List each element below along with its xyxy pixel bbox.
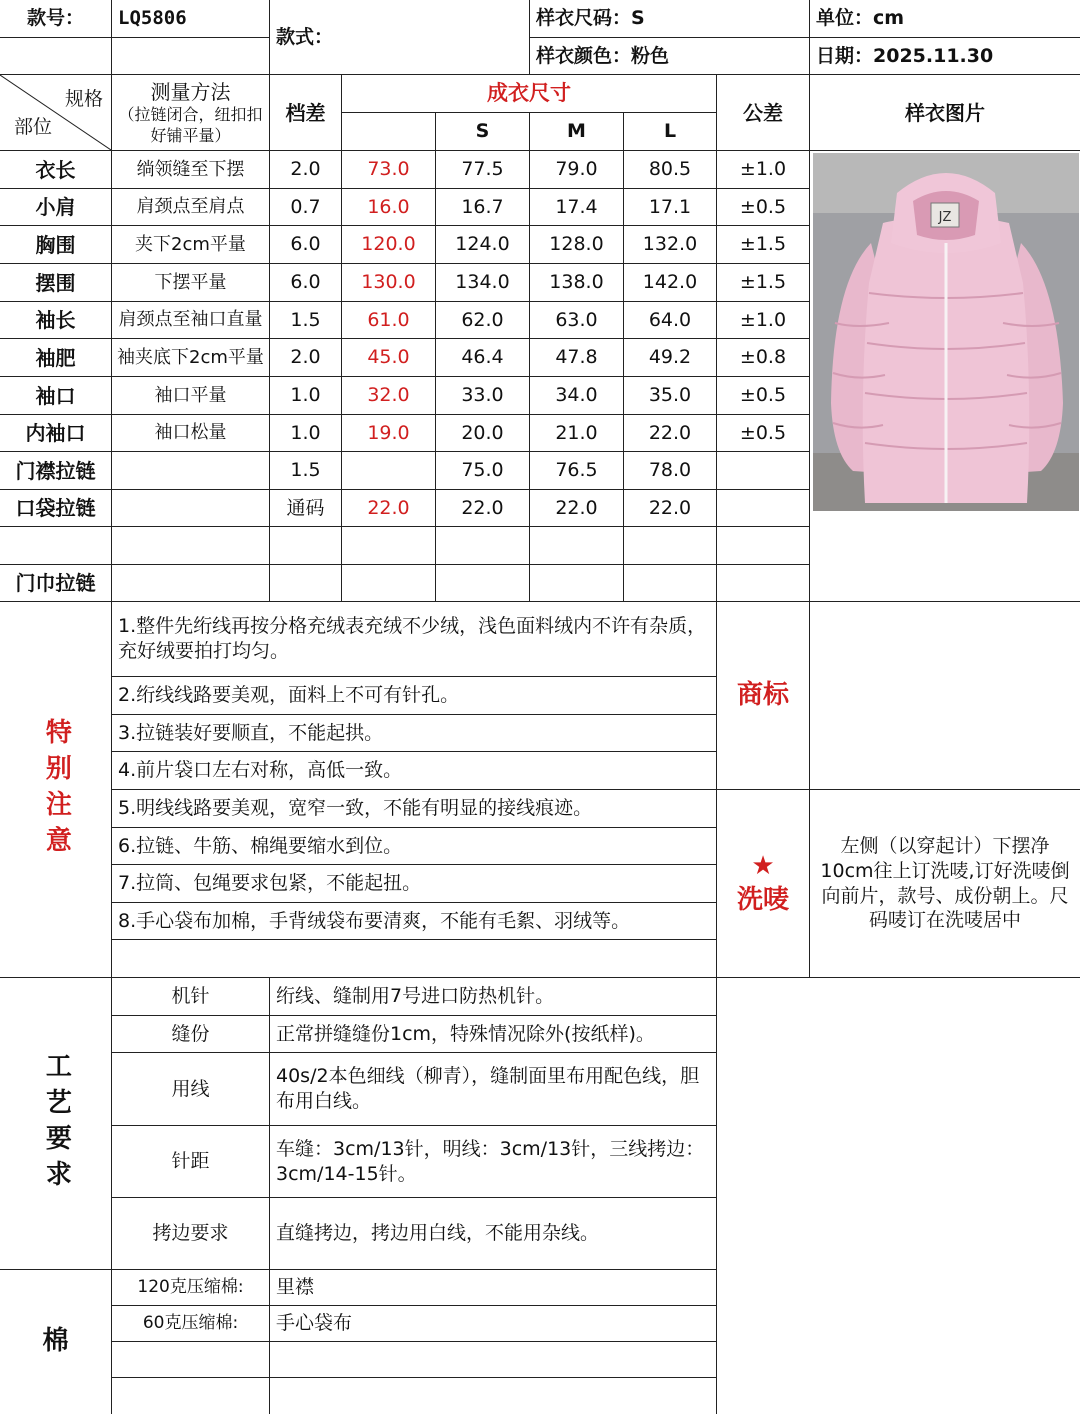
row-method: 夹下2cm平量 bbox=[112, 226, 270, 264]
method-header bbox=[112, 75, 270, 151]
craft-label: 拷边要求 bbox=[112, 1198, 270, 1270]
row-base-size bbox=[342, 565, 436, 602]
row-method bbox=[112, 452, 270, 490]
row-part: 口袋拉链 bbox=[0, 490, 112, 527]
note-item: 5.明线线路要美观，宽窄一致，不能有明显的接线痕迹。 bbox=[112, 790, 717, 828]
row-base-size bbox=[342, 452, 436, 490]
row-method: 肩颈点至肩点 bbox=[112, 189, 270, 226]
row-base-size: 130.0 bbox=[342, 264, 436, 302]
row-base-size: 45.0 bbox=[342, 339, 436, 377]
row-size-m: 138.0 bbox=[530, 264, 624, 302]
row-grade: 6.0 bbox=[270, 264, 342, 302]
size-header-s: S bbox=[436, 113, 530, 151]
notes-title-cell bbox=[0, 602, 112, 978]
finished-size-header: 成衣尺寸 bbox=[342, 75, 717, 113]
row-part: 袖肥 bbox=[0, 339, 112, 377]
row-part: 袖口 bbox=[0, 377, 112, 415]
row-tolerance bbox=[717, 527, 810, 565]
trademark-label: 商标 bbox=[717, 602, 810, 790]
row-part: 内袖口 bbox=[0, 415, 112, 452]
cotton-label bbox=[112, 1378, 270, 1414]
row-method bbox=[112, 565, 270, 602]
star-icon: ★ bbox=[751, 850, 775, 881]
row-method bbox=[112, 527, 270, 565]
row-grade: 2.0 bbox=[270, 339, 342, 377]
tolerance-header: 公差 bbox=[717, 75, 810, 151]
row-method: 袖口平量 bbox=[112, 377, 270, 415]
craft-title: 工艺要求 bbox=[41, 1051, 72, 1196]
row-tolerance bbox=[717, 452, 810, 490]
row-part: 门巾拉链 bbox=[0, 565, 112, 602]
wash-label-cell bbox=[717, 790, 810, 978]
base-size-header bbox=[342, 113, 436, 151]
row-grade: 2.0 bbox=[270, 151, 342, 189]
row-size-m: 47.8 bbox=[530, 339, 624, 377]
cotton-title: 棉 bbox=[42, 1326, 69, 1357]
row-tolerance: ±1.5 bbox=[717, 226, 810, 264]
style-label: 款式： bbox=[270, 0, 530, 75]
craft-title-cell bbox=[0, 978, 112, 1270]
spec-part-corner bbox=[0, 75, 112, 151]
craft-text: 正常拼缝缝份1cm，特殊情况除外(按纸样)。 bbox=[270, 1016, 717, 1053]
row-size-m: 63.0 bbox=[530, 302, 624, 339]
part-label: 部位 bbox=[14, 116, 53, 138]
jacket-photo bbox=[813, 153, 1079, 511]
row-size-s: 124.0 bbox=[436, 226, 530, 264]
grade-header: 档差 bbox=[270, 75, 342, 151]
row-base-size: 120.0 bbox=[342, 226, 436, 264]
photo-header: 样衣图片 bbox=[810, 75, 1080, 151]
row-method: 肩颈点至袖口直量 bbox=[112, 302, 270, 339]
row-grade: 1.5 bbox=[270, 452, 342, 490]
row-size-s: 46.4 bbox=[436, 339, 530, 377]
craft-label: 缝份 bbox=[112, 1016, 270, 1053]
row-part bbox=[0, 527, 112, 565]
style-no-value: LQ5806 bbox=[112, 0, 270, 38]
row-size-s: 16.7 bbox=[436, 189, 530, 226]
row-size-l: 132.0 bbox=[624, 226, 717, 264]
row-size-m: 17.4 bbox=[530, 189, 624, 226]
size-header-m: M bbox=[530, 113, 624, 151]
row-base-size: 61.0 bbox=[342, 302, 436, 339]
row-size-l: 22.0 bbox=[624, 415, 717, 452]
row-size-s bbox=[436, 565, 530, 602]
note-item: 6.拉链、牛筋、棉绳要缩水到位。 bbox=[112, 828, 717, 865]
row-method: 下摆平量 bbox=[112, 264, 270, 302]
row-base-size: 19.0 bbox=[342, 415, 436, 452]
note-item: 4.前片袋口左右对称，高低一致。 bbox=[112, 752, 717, 790]
cotton-text: 手心袋布 bbox=[270, 1306, 717, 1342]
note-empty bbox=[112, 940, 717, 978]
row-tolerance: ±1.0 bbox=[717, 151, 810, 189]
row-size-l: 22.0 bbox=[624, 490, 717, 527]
header-empty-cell bbox=[112, 38, 270, 75]
row-base-size: 16.0 bbox=[342, 189, 436, 226]
row-size-s: 75.0 bbox=[436, 452, 530, 490]
cotton-label: 60克压缩棉: bbox=[112, 1306, 270, 1342]
row-size-m: 76.5 bbox=[530, 452, 624, 490]
row-method bbox=[112, 490, 270, 527]
row-tolerance bbox=[717, 565, 810, 602]
row-size-l: 78.0 bbox=[624, 452, 717, 490]
row-part: 袖长 bbox=[0, 302, 112, 339]
row-base-size: 32.0 bbox=[342, 377, 436, 415]
row-size-m: 34.0 bbox=[530, 377, 624, 415]
cotton-title-cell bbox=[0, 1270, 112, 1414]
row-base-size bbox=[342, 527, 436, 565]
jacket-tag-text: JZ bbox=[938, 210, 952, 225]
row-tolerance: ±1.5 bbox=[717, 264, 810, 302]
craft-label: 机针 bbox=[112, 978, 270, 1016]
cotton-text bbox=[270, 1378, 717, 1414]
row-size-l bbox=[624, 565, 717, 602]
header-empty-cell bbox=[0, 38, 112, 75]
row-size-m: 21.0 bbox=[530, 415, 624, 452]
row-part: 小肩 bbox=[0, 189, 112, 226]
row-size-m bbox=[530, 527, 624, 565]
row-grade: 1.0 bbox=[270, 415, 342, 452]
style-no-label: 款号： bbox=[0, 0, 112, 38]
row-grade: 6.0 bbox=[270, 226, 342, 264]
row-size-m: 79.0 bbox=[530, 151, 624, 189]
note-item: 1.整件先绗线再按分格充绒表充绒不少绒，浅色面料绒内不许有杂质，充好绒要拍打均匀。 bbox=[112, 602, 717, 677]
row-size-m: 128.0 bbox=[530, 226, 624, 264]
note-item: 3.拉链装好要顺直，不能起拱。 bbox=[112, 715, 717, 752]
row-size-l: 17.1 bbox=[624, 189, 717, 226]
row-grade: 0.7 bbox=[270, 189, 342, 226]
cotton-text: 里襟 bbox=[270, 1270, 717, 1306]
row-part: 胸围 bbox=[0, 226, 112, 264]
row-tolerance bbox=[717, 490, 810, 527]
row-grade: 1.0 bbox=[270, 377, 342, 415]
row-part: 衣长 bbox=[0, 151, 112, 189]
row-method: 绱领缝至下摆 bbox=[112, 151, 270, 189]
row-size-s bbox=[436, 527, 530, 565]
cotton-text bbox=[270, 1342, 717, 1378]
row-size-l: 142.0 bbox=[624, 264, 717, 302]
row-part: 门襟拉链 bbox=[0, 452, 112, 490]
row-tolerance: ±0.5 bbox=[717, 189, 810, 226]
craft-text: 40s/2本色细线（柳青），缝制面里布用配色线，胆布用白线。 bbox=[270, 1053, 717, 1126]
row-part: 摆围 bbox=[0, 264, 112, 302]
row-size-m: 22.0 bbox=[530, 490, 624, 527]
sample-size: 样衣尺码：S bbox=[530, 0, 810, 38]
craft-label: 用线 bbox=[112, 1053, 270, 1126]
note-item: 7.拉筒、包绳要求包紧，不能起扭。 bbox=[112, 865, 717, 903]
row-grade: 1.5 bbox=[270, 302, 342, 339]
row-grade bbox=[270, 527, 342, 565]
cotton-label: 120克压缩棉: bbox=[112, 1270, 270, 1306]
spec-label: 规格 bbox=[64, 88, 103, 110]
unit: 单位：cm bbox=[810, 0, 1080, 38]
row-size-s: 134.0 bbox=[436, 264, 530, 302]
method-note: （拉链闭合，纽扣扣好铺平量） bbox=[118, 104, 263, 145]
row-tolerance: ±0.5 bbox=[717, 415, 810, 452]
trademark-content bbox=[810, 602, 1080, 790]
craft-text: 绗线、缝制用7号进口防热机针。 bbox=[270, 978, 717, 1016]
note-item: 8.手心袋布加棉，手背绒袋布要清爽，不能有毛絮、羽绒等。 bbox=[112, 903, 717, 940]
craft-side-empty bbox=[717, 978, 1080, 1270]
wash-label: 洗唛 bbox=[736, 884, 789, 915]
method-title: 测量方法 bbox=[150, 79, 231, 104]
craft-text: 直缝拷边，拷边用白线，不能用杂线。 bbox=[270, 1198, 717, 1270]
row-tolerance: ±0.8 bbox=[717, 339, 810, 377]
craft-text: 车缝：3cm/13针，明线：3cm/13针，三线拷边：3cm/14-15针。 bbox=[270, 1126, 717, 1198]
row-size-s: 33.0 bbox=[436, 377, 530, 415]
sample-color: 样衣颜色：粉色 bbox=[530, 38, 810, 75]
row-size-l: 49.2 bbox=[624, 339, 717, 377]
craft-label: 针距 bbox=[112, 1126, 270, 1198]
row-size-l bbox=[624, 527, 717, 565]
row-grade: 通码 bbox=[270, 490, 342, 527]
date: 日期：2025.11.30 bbox=[810, 38, 1080, 75]
row-tolerance: ±0.5 bbox=[717, 377, 810, 415]
row-size-l: 35.0 bbox=[624, 377, 717, 415]
row-size-s: 20.0 bbox=[436, 415, 530, 452]
size-header-l: L bbox=[624, 113, 717, 151]
wash-label-text: 左侧（以穿起计）下摆净10cm往上订洗唛,订好洗唛倒向前片，款号、成份朝上。尺码唛订在洗唛居中 bbox=[810, 790, 1080, 978]
row-size-s: 62.0 bbox=[436, 302, 530, 339]
row-size-s: 22.0 bbox=[436, 490, 530, 527]
row-size-l: 80.5 bbox=[624, 151, 717, 189]
row-size-m bbox=[530, 565, 624, 602]
note-item: 2.绗线线路要美观，面料上不可有针孔。 bbox=[112, 677, 717, 715]
cotton-label bbox=[112, 1342, 270, 1378]
row-tolerance: ±1.0 bbox=[717, 302, 810, 339]
notes-title: 特别注意 bbox=[41, 717, 72, 862]
row-size-s: 77.5 bbox=[436, 151, 530, 189]
row-method: 袖口松量 bbox=[112, 415, 270, 452]
row-method: 袖夹底下2cm平量 bbox=[112, 339, 270, 377]
row-base-size: 73.0 bbox=[342, 151, 436, 189]
row-size-l: 64.0 bbox=[624, 302, 717, 339]
row-base-size: 22.0 bbox=[342, 490, 436, 527]
row-grade bbox=[270, 565, 342, 602]
